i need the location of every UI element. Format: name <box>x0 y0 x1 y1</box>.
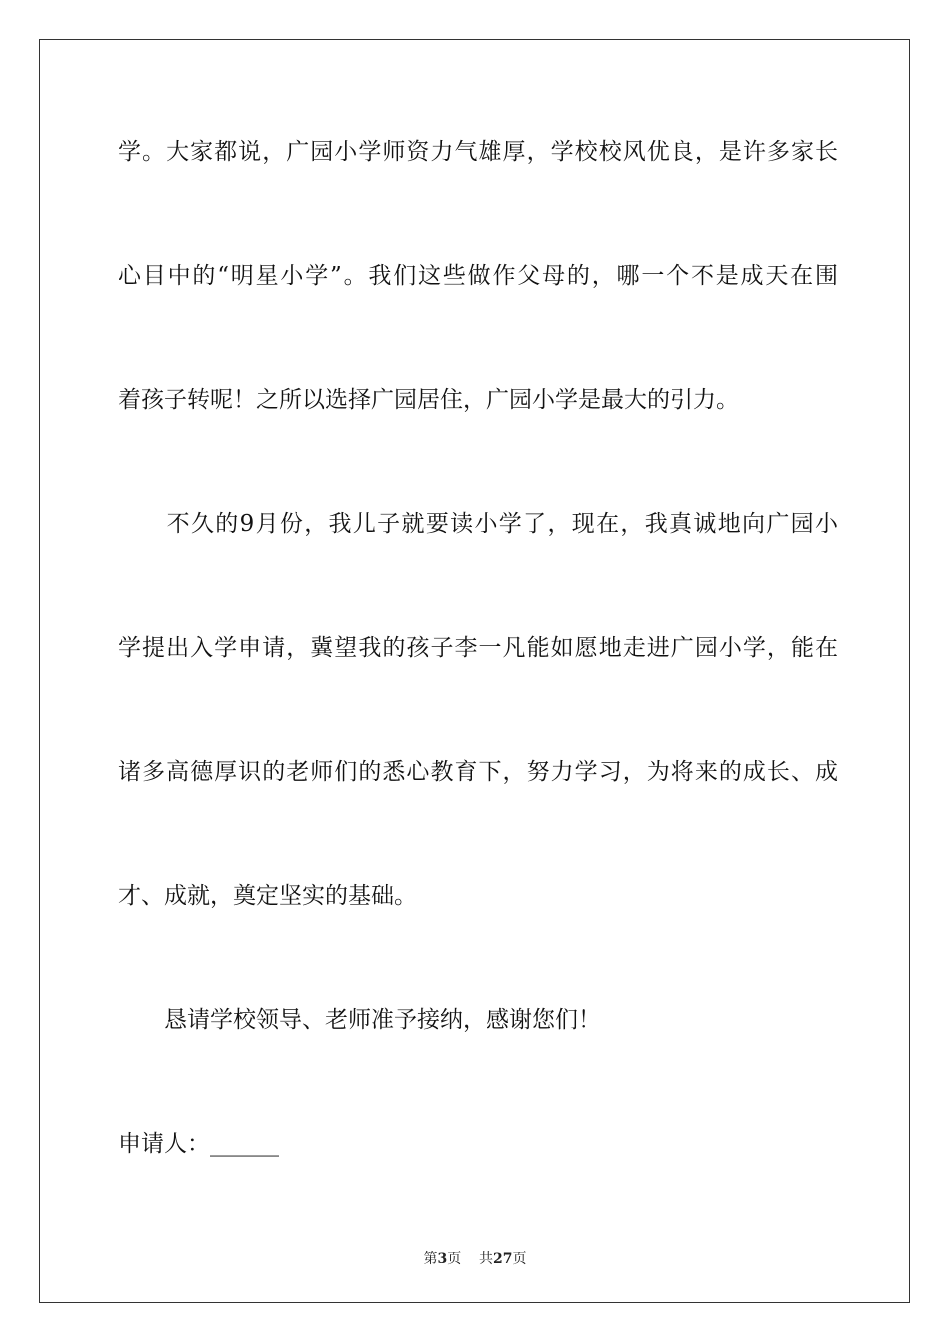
page-frame <box>39 39 910 1303</box>
page-number: 3 <box>437 1251 448 1267</box>
page-suffix: 页 <box>447 1251 462 1267</box>
applicant-signature-line: 申请人：______ <box>118 1131 279 1157</box>
total-pages: 27 <box>493 1251 513 1267</box>
body-line-6: 诸多高德厚识的老师们的悉心教育下，努力学习，为将来的成长、成 <box>118 759 838 785</box>
page-footer <box>0 1248 950 1268</box>
body-line-4: 不久的9月份，我儿子就要读小学了，现在，我真诚地向广园小 <box>118 511 838 537</box>
body-line-2: 心目中的“明星小学”。我们这些做作父母的，哪一个不是成天在围 <box>118 263 838 289</box>
body-line-8: 恳请学校领导、老师准予接纳，感谢您们！ <box>118 1007 601 1033</box>
body-line-5: 学提出入学申请，冀望我的孩子李一凡能如愿地走进广园小学，能在 <box>118 635 838 661</box>
page-prefix: 第 <box>423 1251 438 1267</box>
total-prefix: 共 <box>479 1251 494 1267</box>
body-line-3: 着孩子转呢！之所以选择广园居住，广园小学是最大的引力。 <box>118 387 739 413</box>
total-suffix: 页 <box>512 1251 527 1267</box>
body-line-1: 学。大家都说，广园小学师资力气雄厚，学校校风优良，是许多家长 <box>118 139 838 165</box>
body-line-7: 才、成就，奠定坚实的基础。 <box>118 883 417 909</box>
